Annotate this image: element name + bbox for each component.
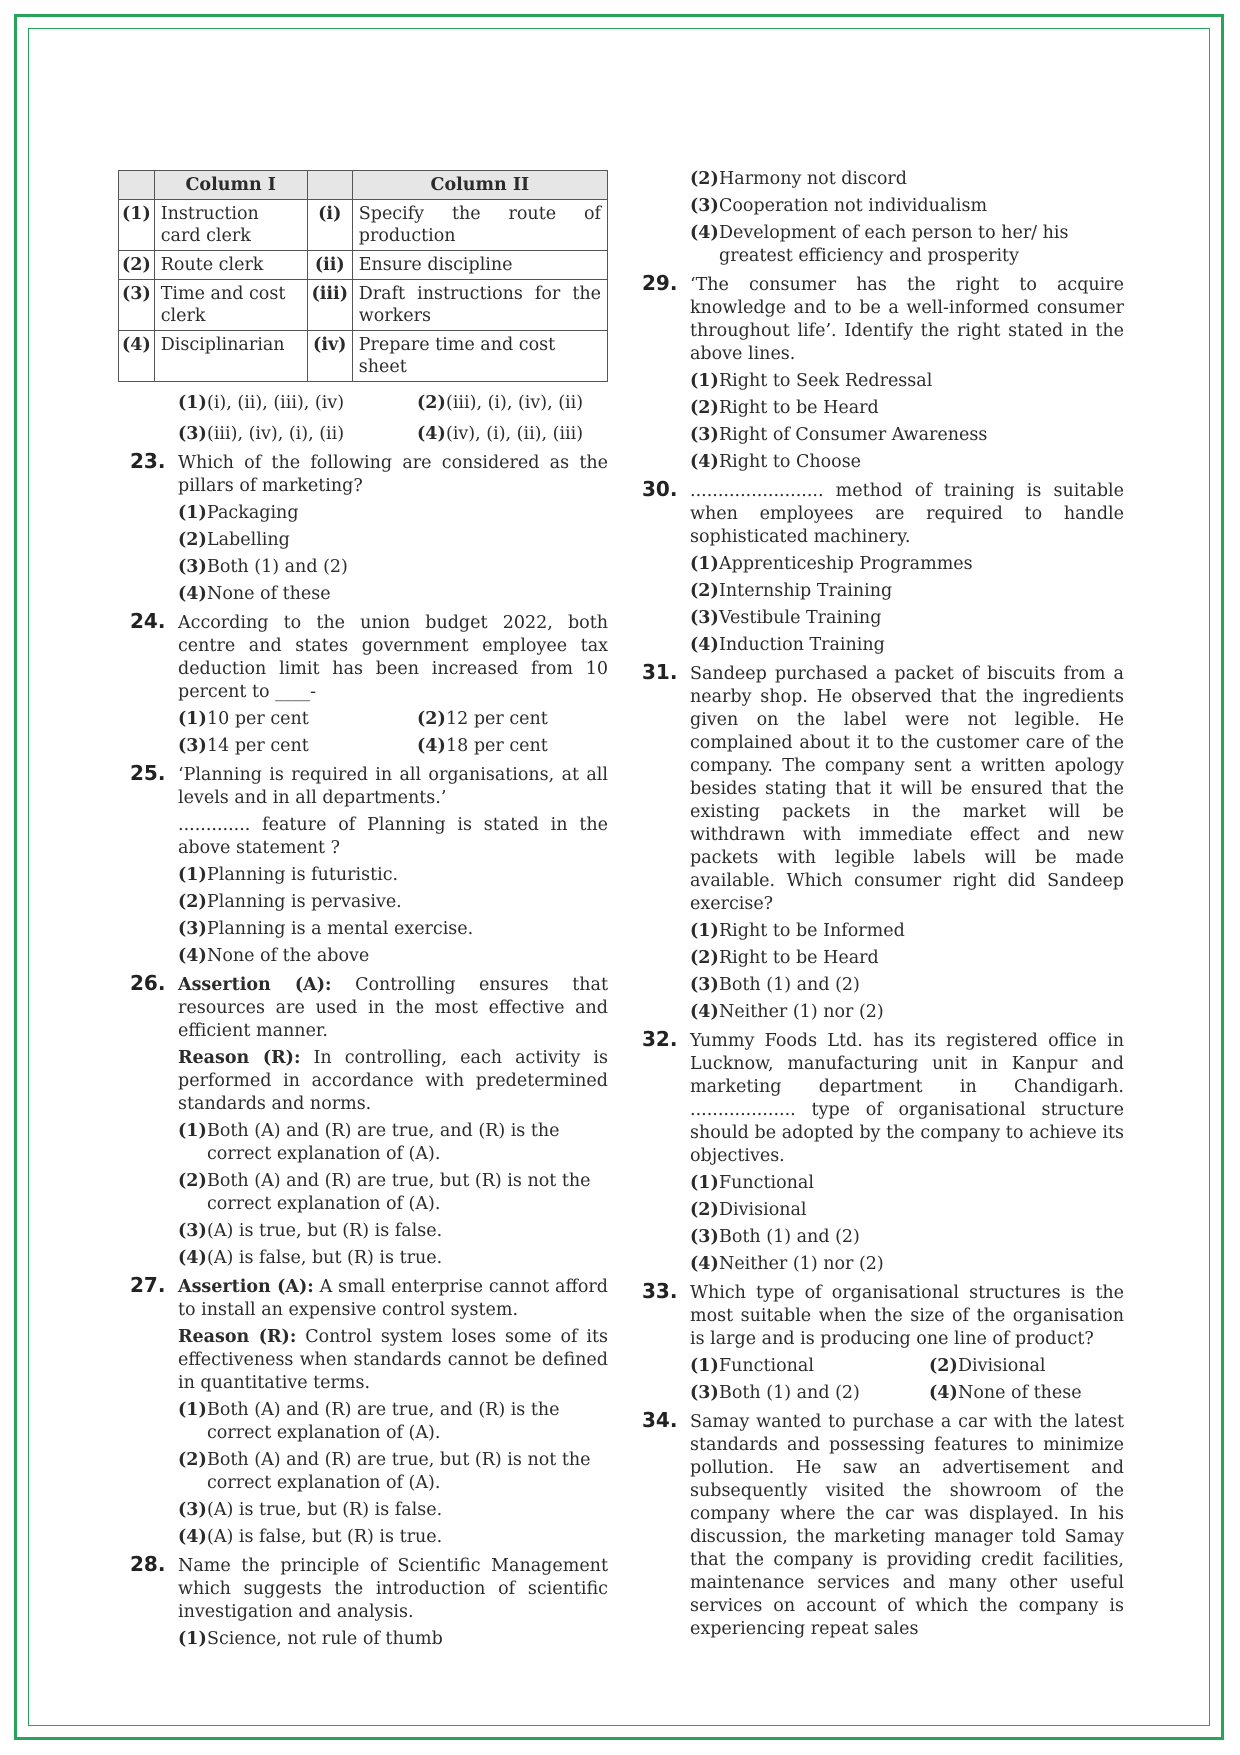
reason: Reason (R): In controlling, each activity is performed in accordance with predetermined standards and norms. (178, 1048, 608, 1114)
option[interactable]: (2) (iii), (i), (iv), (ii) (417, 393, 584, 413)
option[interactable]: (2) Harmony not discord (690, 169, 907, 189)
row-left: Route clerk (154, 251, 307, 280)
option[interactable]: (2) Divisional (690, 1200, 807, 1220)
row-right: Specify the route of production (352, 200, 607, 251)
option[interactable]: (4) Neither (1) nor (2) (690, 1002, 884, 1022)
question-25 (118, 761, 608, 968)
option[interactable]: (3) Both (1) and (2) (690, 1227, 860, 1247)
option[interactable]: (1) Science, not rule of thumb (178, 1629, 443, 1649)
question-26 (118, 971, 608, 1270)
question-number: 30. (642, 477, 678, 501)
option[interactable]: (4) None of these (929, 1383, 1082, 1403)
question-24 (118, 609, 608, 758)
option[interactable]: (2) Labelling (178, 530, 290, 550)
question-number: 23. (130, 449, 166, 473)
question-30 (642, 477, 1124, 657)
question-text: ‘Planning is required in all organisations, at all levels and in all departments.’ (178, 765, 608, 808)
right-column (642, 168, 1124, 1641)
option[interactable]: (3) Vestibule Training (690, 608, 882, 628)
option[interactable]: (1) (i), (ii), (iii), (iv) (178, 393, 345, 413)
question-number: 28. (130, 1552, 166, 1576)
option[interactable]: (1) Right to Seek Redressal (690, 371, 933, 391)
option[interactable]: (3) 14 per cent (178, 736, 309, 756)
matching-table (118, 170, 608, 382)
table-row (119, 280, 608, 331)
option[interactable]: (3) (A) is true, but (R) is false. (178, 1500, 443, 1520)
question-number: 32. (642, 1027, 678, 1051)
row-right: Draft instructions for the workers (352, 280, 607, 331)
question-31 (642, 660, 1124, 1024)
header-column-2: Column II (352, 171, 607, 200)
option[interactable]: (4) (A) is false, but (R) is true. (178, 1248, 443, 1268)
option[interactable]: (4) Induction Training (690, 635, 885, 655)
option[interactable]: (4) Neither (1) nor (2) (690, 1254, 884, 1274)
option[interactable]: (3) (iii), (iv), (i), (ii) (178, 424, 345, 444)
row-right: Prepare time and cost sheet (352, 331, 607, 382)
header-blank (119, 171, 155, 200)
question-28-continued (642, 168, 1124, 268)
option[interactable]: (1) Packaging (178, 503, 299, 523)
option[interactable]: (1) Functional (690, 1173, 814, 1193)
table-row (119, 200, 608, 251)
question-text: Name the principle of Scientific Management which suggests the introduction of scientific investigation and analysis. (178, 1556, 608, 1622)
option[interactable]: (1) Functional (690, 1356, 814, 1376)
question-number: 34. (642, 1408, 678, 1432)
row-roman: (iii) (307, 280, 352, 331)
assertion: Assertion (A): Controlling ensures that resources are used in the most effective and efficient manner. (178, 975, 608, 1041)
row-left: Instruction card clerk (154, 200, 307, 251)
option[interactable]: (3) (A) is true, but (R) is false. (178, 1221, 443, 1241)
question-33 (642, 1279, 1124, 1405)
question-23 (118, 449, 608, 606)
option[interactable]: (4) None of these (178, 584, 331, 604)
question-27 (118, 1273, 608, 1549)
option[interactable]: (1) Both (A) and (R) are true, and (R) is the correct explanation of (A). (178, 1121, 560, 1164)
row-roman: (ii) (307, 251, 352, 280)
question-text: ........................ method of training is suitable when employees are required to handle sophisticated machinery. (690, 481, 1124, 547)
option[interactable]: (2) Both (A) and (R) are true, but (R) is not the correct explanation of (A). (178, 1450, 591, 1493)
question-number: 26. (130, 971, 166, 995)
option[interactable]: (3) Planning is a mental exercise. (178, 919, 474, 939)
header-blank (307, 171, 352, 200)
row-number: (2) (119, 251, 155, 280)
question-text-2: ............. feature of Planning is stated in the above statement ? (178, 815, 608, 858)
row-left: Disciplinarian (154, 331, 307, 382)
option[interactable]: (2) Divisional (929, 1356, 1046, 1376)
option[interactable]: (2) Right to be Heard (690, 948, 879, 968)
question-28 (118, 1552, 608, 1651)
question-number: 33. (642, 1279, 678, 1303)
question-number: 24. (130, 609, 166, 633)
question-text: According to the union budget 2022, both centre and states government employee tax deduction limit has been increased from 10 percent to ____- (178, 613, 608, 702)
option[interactable]: (2) Both (A) and (R) are true, but (R) is not the correct explanation of (A). (178, 1171, 591, 1214)
option-pair (690, 1382, 1124, 1405)
table-header-row (119, 171, 608, 200)
assertion: Assertion (A): A small enterprise cannot afford to install an expensive control system. (178, 1277, 608, 1320)
option[interactable]: (1) 10 per cent (178, 709, 309, 729)
option[interactable]: (4) (iv), (i), (ii), (iii) (417, 424, 584, 444)
option[interactable]: (4) Development of each person to her/ his greatest efficiency and prosperity (690, 223, 1069, 266)
question-number: 31. (642, 660, 678, 684)
row-number: (3) (119, 280, 155, 331)
option[interactable]: (3) Cooperation not individualism (690, 196, 988, 216)
table-row (119, 331, 608, 382)
option[interactable]: (1) Apprenticeship Programmes (690, 554, 973, 574)
option[interactable]: (3) Both (1) and (2) (178, 557, 348, 577)
option[interactable]: (4) 18 per cent (417, 736, 548, 756)
table-options (178, 388, 608, 415)
option[interactable]: (3) Right of Consumer Awareness (690, 425, 988, 445)
option[interactable]: (1) Both (A) and (R) are true, and (R) is the correct explanation of (A). (178, 1400, 560, 1443)
row-roman: (i) (307, 200, 352, 251)
option[interactable]: (4) (A) is false, but (R) is true. (178, 1527, 443, 1547)
option[interactable]: (1) Right to be Informed (690, 921, 905, 941)
option[interactable]: (4) None of the above (178, 946, 370, 966)
option[interactable]: (1) Planning is futuristic. (178, 865, 399, 885)
question-text: Which type of organisational structures is the most suitable when the size of the organisation is large and is producing one line of product? (690, 1283, 1124, 1349)
table-options (178, 419, 608, 446)
left-column (118, 170, 608, 1651)
question-number: 27. (130, 1273, 166, 1297)
question-29 (642, 271, 1124, 474)
question-32 (642, 1027, 1124, 1276)
question-text: Sandeep purchased a packet of biscuits from a nearby shop. He observed that the ingredients given on the label were not legible. He complained about it to the customer care of the company. The company sent a written apology besides stating that it will be ensured that the existing packets in the market will be withdrawn with immediate effect and new packets with legible labels will be made available. Which consumer right did Sandeep exercise? (690, 664, 1124, 914)
question-text: Samay wanted to purchase a car with the latest standards and possessing features to minimize pollution. He saw an advertisement and subsequently visited the showroom of the company where the car was displayed. In his discussion, the marketing manager told Samay that the company is providing credit facilities, maintenance services and many other useful services on account of which the company is experiencing repeat sales (690, 1412, 1124, 1639)
option[interactable]: (2) Planning is pervasive. (178, 892, 402, 912)
reason: Reason (R): Control system loses some of its effectiveness when standards cannot be defined in quantitative terms. (178, 1327, 608, 1393)
option-pair (178, 708, 608, 731)
option[interactable]: (2) Internship Training (690, 581, 893, 601)
question-text: Yummy Foods Ltd. has its registered office in Lucknow, manufacturing unit in Kanpur and marketing department in Chandigarh. ................... type of organisational structure should be adopted by the company to achieve its objectives. (690, 1031, 1124, 1166)
option[interactable]: (3) Both (1) and (2) (690, 1383, 860, 1403)
row-roman: (iv) (307, 331, 352, 382)
row-left: Time and cost clerk (154, 280, 307, 331)
option[interactable]: (4) Right to Choose (690, 452, 862, 472)
question-number: 25. (130, 761, 166, 785)
question-34 (642, 1408, 1124, 1641)
table-row (119, 251, 608, 280)
option[interactable]: (3) Both (1) and (2) (690, 975, 860, 995)
question-text: ‘The consumer has the right to acquire knowledge and to be a well-informed consumer throughout life’. Identify the right stated in the above lines. (690, 275, 1124, 364)
option[interactable]: (2) Right to be Heard (690, 398, 879, 418)
question-number: 29. (642, 271, 678, 295)
question-text: Which of the following are considered as the pillars of marketing? (178, 453, 608, 496)
row-right: Ensure discipline (352, 251, 607, 280)
row-number: (4) (119, 331, 155, 382)
option-pair (178, 735, 608, 758)
option[interactable]: (2) 12 per cent (417, 709, 548, 729)
row-number: (1) (119, 200, 155, 251)
header-column-1: Column I (154, 171, 307, 200)
option-pair (690, 1355, 1124, 1378)
